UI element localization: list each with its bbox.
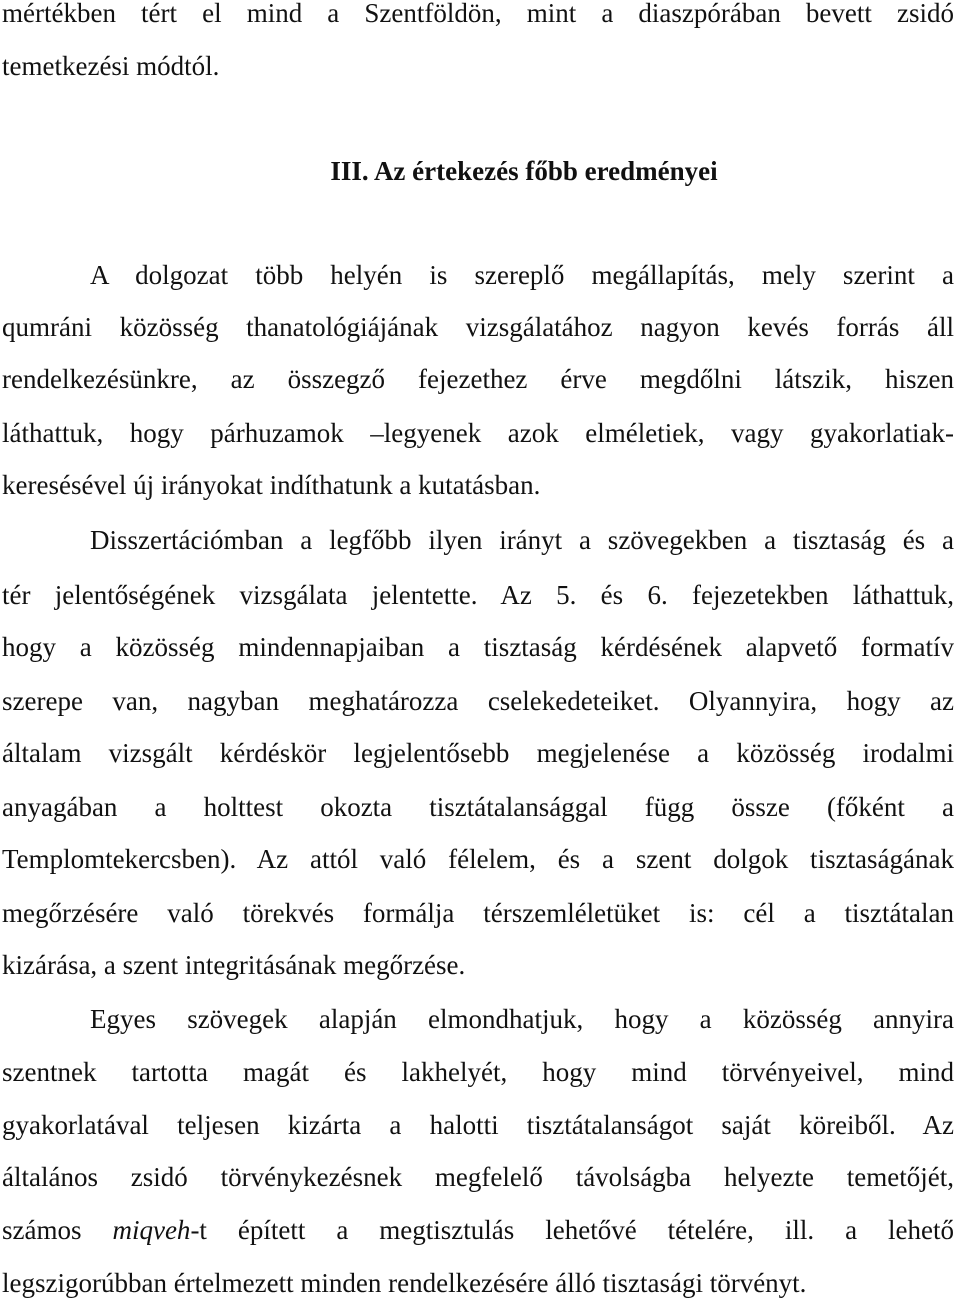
text-line: megőrzésére való törekvés formálja térszemléletüket is: cél a tisztátalan xyxy=(2,898,954,928)
text-line: A dolgozat több helyén is szereplő megállapítás, mely szerint a xyxy=(90,260,954,290)
text-line: gyakorlatával teljesen kizárta a halotti tisztátalanságot saját köreiből. Az xyxy=(2,1110,954,1140)
text-line: Disszertációmban a legfőbb ilyen irányt a szövegekben a tisztaság és a xyxy=(90,525,954,555)
text-line: általános zsidó törvénykezésnek megfelelő távolságba helyezte temetőjét, xyxy=(2,1162,954,1192)
text-line: keresésével új irányokat indíthatunk a kutatásban. xyxy=(2,470,541,500)
section-heading xyxy=(0,158,960,185)
text-line: kizárása, a szent integritásának megőrzése. xyxy=(2,950,466,980)
text-line: rendelkezésünkre, az összegző fejezethez érve megdőlni látszik, hiszen xyxy=(2,364,954,394)
text-line: temetkezési módtól. xyxy=(2,51,220,81)
text-line: általam vizsgált kérdéskör legjelentősebb megjelenése a közösség irodalmi xyxy=(2,738,954,768)
italic-term: miqveh xyxy=(112,1215,191,1245)
text-line: Egyes szövegek alapján elmondhatjuk, hogy a közösség annyira xyxy=(90,1004,954,1034)
section-heading-text: III. Az értekezés főbb eredményei xyxy=(330,156,718,186)
text-line: hogy a közösség mindennapjaiban a tisztaság kérdésének alapvető formatív xyxy=(2,632,954,662)
text-line: legszigorúbban értelmezett minden rendelkezésére álló tisztasági törvényt. xyxy=(2,1268,807,1298)
text-line xyxy=(2,1217,954,1247)
text-line: anyagában a holttest okozta tisztátalansággal függ össze (főként a xyxy=(2,792,954,822)
text-line: láthattuk, hogy párhuzamok –legyenek azok elméletiek, vagy gyakorlatiak- xyxy=(2,418,954,448)
text-line: tér jelentőségének vizsgálata jelentette. Az 5. és 6. fejezetekben láthattuk, xyxy=(2,580,954,610)
text-line: Templomtekercsben). Az attól való félelem, és a szent dolgok tisztaságának xyxy=(2,844,954,874)
text-fragment: számos xyxy=(2,1215,113,1245)
text-line: szentnek tartotta magát és lakhelyét, hogy mind törvényeivel, mind xyxy=(2,1057,954,1087)
text-line: mértékben tért el mind a Szentföldön, mint a diaszpórában bevett zsidó xyxy=(2,0,954,28)
text-line: szerepe van, nagyban meghatározza cselekedeteiket. Olyannyira, hogy az xyxy=(2,686,954,716)
text-fragment: -t épített a megtisztulás lehetővé tételére, ill. a lehető xyxy=(190,1215,954,1245)
text-line: qumráni közösség thanatológiájának vizsgálatához nagyon kevés forrás áll xyxy=(2,312,954,342)
